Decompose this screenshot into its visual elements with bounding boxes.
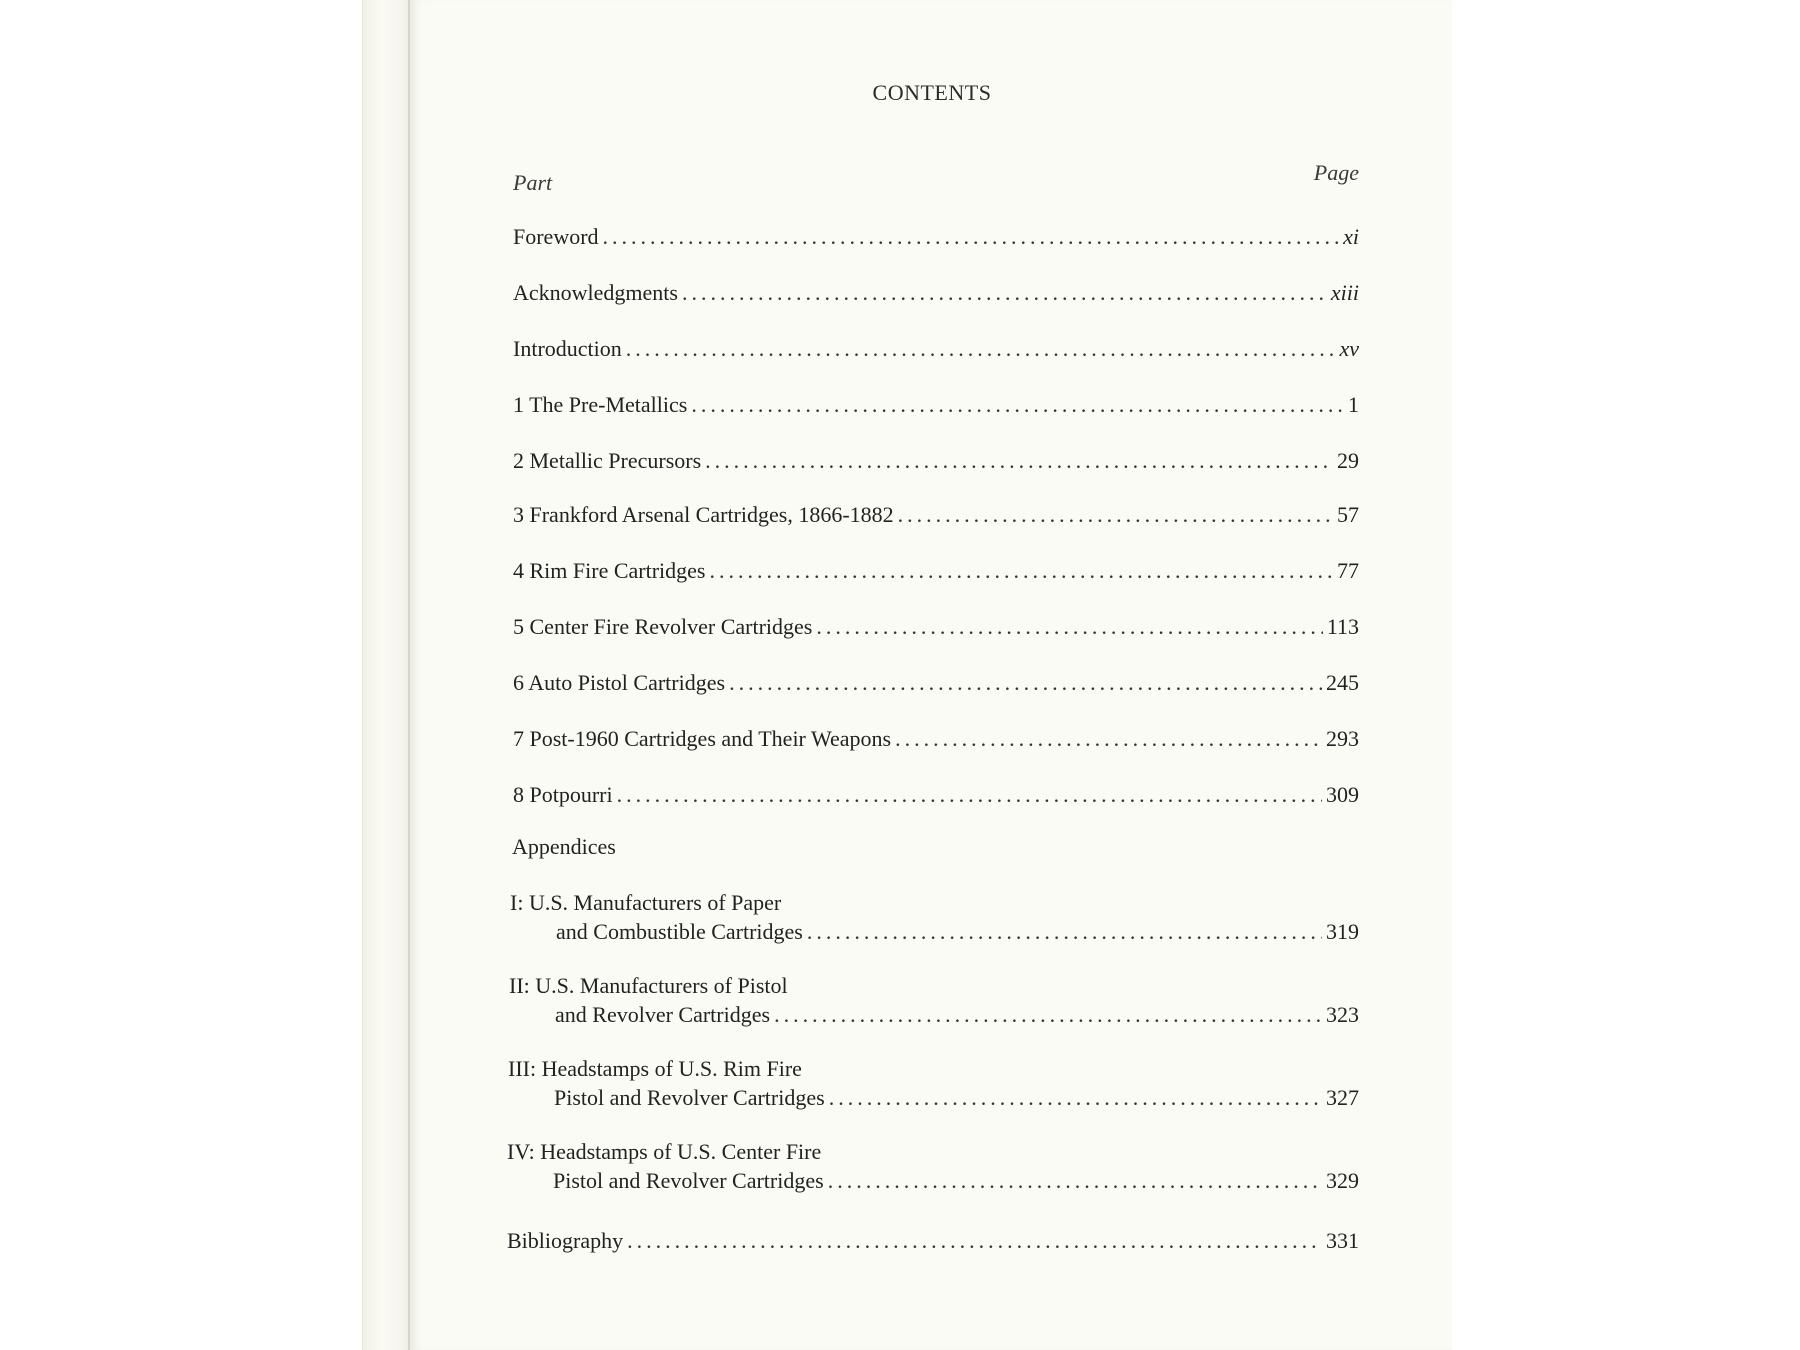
dot-leader <box>603 222 1340 251</box>
page-column-header: Page <box>1313 160 1359 185</box>
toc-appendix-1 <box>510 888 1359 946</box>
entry-label: 7 Post-1960 Cartridges and Their Weapons <box>513 726 892 751</box>
entry-label: Acknowledgments <box>513 280 678 305</box>
entry-page: 323 <box>1326 1002 1359 1027</box>
entry-page: 57 <box>1337 502 1359 527</box>
toc-entry-foreword <box>513 222 1359 251</box>
entry-page: xi <box>1343 224 1359 249</box>
toc-entry-chapter-8 <box>513 780 1359 809</box>
entry-page: 245 <box>1326 670 1359 695</box>
page-title: CONTENTS <box>872 80 992 105</box>
appendix-title-line-2: and Combustible Cartridges <box>556 919 803 944</box>
entry-page: 329 <box>1326 1168 1359 1193</box>
toc-entry-chapter-5 <box>513 612 1359 641</box>
background-left <box>0 0 362 1350</box>
dot-leader <box>627 1226 1322 1255</box>
entry-page: 29 <box>1337 448 1359 473</box>
toc-entry-chapter-1 <box>513 390 1359 419</box>
toc-appendix-2 <box>509 971 1359 1029</box>
appendix-title-line-1: II: U.S. Manufacturers of Pistol <box>509 973 788 998</box>
binding-fold <box>408 0 410 1350</box>
appendix-title-line-2: Pistol and Revolver Cartridges <box>553 1168 824 1193</box>
dot-leader <box>816 612 1322 641</box>
entry-label: Bibliography <box>507 1228 624 1253</box>
dot-leader <box>895 724 1322 753</box>
entry-page: 309 <box>1326 782 1359 807</box>
appendix-title-line-1: III: Headstamps of U.S. Rim Fire <box>508 1056 802 1081</box>
toc-entry-acknowledgments <box>513 278 1359 307</box>
entry-label: 3 Frankford Arsenal Cartridges, 1866-1882 <box>513 502 894 527</box>
dot-leader <box>682 278 1327 307</box>
entry-page: 113 <box>1326 614 1359 639</box>
dot-leader <box>617 780 1322 809</box>
toc-appendix-3 <box>508 1054 1359 1112</box>
entry-label: Foreword <box>513 224 599 249</box>
entry-page: xv <box>1339 336 1359 361</box>
background-right <box>1452 0 1800 1350</box>
entry-page: xiii <box>1330 280 1359 305</box>
toc-entry-introduction <box>513 334 1359 363</box>
dot-leader <box>828 1166 1322 1195</box>
dot-leader <box>807 917 1322 946</box>
appendices-heading: Appendices <box>512 834 616 859</box>
entry-page: 1 <box>1348 392 1359 417</box>
toc-entry-bibliography <box>507 1226 1359 1255</box>
entry-page: 319 <box>1326 919 1359 944</box>
dot-leader <box>829 1083 1322 1112</box>
entry-label: 4 Rim Fire Cartridges <box>513 558 706 583</box>
entry-label: 5 Center Fire Revolver Cartridges <box>513 614 813 639</box>
dot-leader <box>729 668 1322 697</box>
dot-leader <box>709 556 1333 585</box>
entry-label: 6 Auto Pistol Cartridges <box>513 670 726 695</box>
dot-leader <box>898 500 1333 529</box>
toc-entry-chapter-6 <box>513 668 1359 697</box>
toc-entry-chapter-4 <box>513 556 1359 585</box>
entry-page: 293 <box>1326 726 1359 751</box>
appendix-title-line-1: I: U.S. Manufacturers of Paper <box>510 890 782 915</box>
entry-page: 331 <box>1326 1228 1359 1253</box>
entry-label: 8 Potpourri <box>513 782 613 807</box>
entry-label: 1 The Pre-Metallics <box>513 392 688 417</box>
part-column-header: Part <box>513 170 553 195</box>
appendix-title-line-1: IV: Headstamps of U.S. Center Fire <box>507 1139 822 1164</box>
appendix-title-line-2: and Revolver Cartridges <box>555 1002 771 1027</box>
entry-page: 77 <box>1337 558 1359 583</box>
book-page <box>412 0 1452 1350</box>
toc-entry-chapter-3 <box>513 500 1359 529</box>
toc-appendix-4 <box>507 1137 1359 1195</box>
entry-label: Introduction <box>513 336 622 361</box>
toc-entry-chapter-7 <box>513 724 1359 753</box>
appendix-title-line-2: Pistol and Revolver Cartridges <box>554 1085 825 1110</box>
toc-entry-chapter-2 <box>513 446 1359 475</box>
entry-label: 2 Metallic Precursors <box>513 448 702 473</box>
dot-leader <box>774 1000 1322 1029</box>
book-binding <box>362 0 413 1350</box>
entry-page: 327 <box>1326 1085 1359 1110</box>
dot-leader <box>626 334 1336 363</box>
dot-leader <box>691 390 1344 419</box>
dot-leader <box>705 446 1333 475</box>
